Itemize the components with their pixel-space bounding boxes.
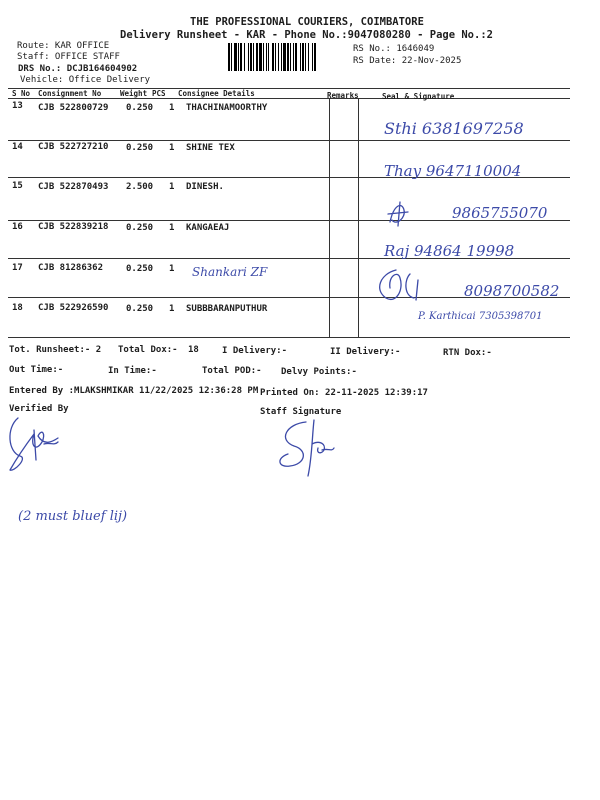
cell-consignee: DINESH. xyxy=(186,182,224,192)
remarks-left-line xyxy=(329,98,330,337)
cell-weight: 0.250 xyxy=(126,304,154,314)
handwritten-consignee-note xyxy=(190,260,270,300)
svg-text:Sthi 6381697258: Sthi 6381697258 xyxy=(384,119,524,138)
total-runsheet: Tot. Runsheet:- 2 xyxy=(9,345,102,355)
drs-number: DRS No.: DCJB164604902 xyxy=(18,64,138,74)
cell-consignee: THACHINAMOORTHY xyxy=(186,103,268,113)
staff-label: Staff: OFFICE STAFF xyxy=(17,52,120,62)
in-time: In Time:- xyxy=(108,366,157,376)
company-title: THE PROFESSIONAL COURIERS, COIMBATORE xyxy=(190,16,424,28)
cell-sno: 17 xyxy=(12,263,23,273)
cell-pcs: 1 xyxy=(169,264,175,274)
cell-weight: 0.250 xyxy=(126,143,154,153)
cell-consignee: SUBBBARANPUTHUR xyxy=(186,304,268,314)
col-header-seal: Seal & Signature xyxy=(382,92,455,101)
rs-number: RS No.: 1646049 xyxy=(353,44,435,54)
rs-date: RS Date: 22-Nov-2025 xyxy=(353,56,462,66)
cell-sno: 13 xyxy=(12,101,23,111)
cell-consignment: CJB 522727210 xyxy=(38,142,109,152)
cell-consignment: CJB 522926590 xyxy=(38,303,109,313)
svg-text:Thay 9647110004: Thay 9647110004 xyxy=(384,162,522,180)
staff-signature xyxy=(268,414,348,486)
col-header-consignment: Consignment No xyxy=(38,89,102,98)
handwritten-signature-13 xyxy=(384,112,584,142)
entered-by: Entered By :MLAKSHMIKAR 11/22/2025 12:36:28 PM xyxy=(9,386,259,396)
handwritten-signature-14 xyxy=(384,156,584,186)
seal-left-line xyxy=(358,98,359,337)
runsheet-title: Delivery Runsheet - KAR - Phone No.:9047080280 - Page No.:2 xyxy=(120,29,493,41)
rtn-dox: RTN Dox:- xyxy=(443,348,492,358)
cell-pcs: 1 xyxy=(169,304,175,314)
cell-sno: 18 xyxy=(12,303,23,313)
cell-pcs: 1 xyxy=(169,182,175,192)
cell-sno: 15 xyxy=(12,181,23,191)
handwritten-signature-16 xyxy=(384,236,584,266)
table-header-line xyxy=(8,98,570,99)
ii-delivery: II Delivery:- xyxy=(330,347,401,357)
handwritten-signature-18 xyxy=(418,306,578,340)
printed-on: Printed On: 22-11-2025 12:39:17 xyxy=(260,388,428,398)
col-header-consignee: Consignee Details xyxy=(178,89,255,98)
cell-consignment: CJB 522800729 xyxy=(38,103,109,113)
verified-by-label: Verified By xyxy=(9,404,69,414)
vehicle-label: Vehicle: Office Delivery xyxy=(20,75,151,85)
cell-consignee: KANGAEAJ xyxy=(186,223,230,233)
cell-weight: 0.250 xyxy=(126,103,154,113)
col-header-remarks: Remarks xyxy=(327,91,359,100)
cell-pcs: 1 xyxy=(169,143,175,153)
svg-text:Shankari ZF: Shankari ZF xyxy=(192,265,268,279)
out-time: Out Time:- xyxy=(9,365,64,375)
barcode xyxy=(228,43,348,71)
total-dox-value: 18 xyxy=(188,345,199,355)
cell-consignment: CJB 522839218 xyxy=(38,222,109,232)
cell-pcs: 1 xyxy=(169,103,175,113)
total-dox-label: Total Dox:- xyxy=(118,345,178,355)
route-label: Route: KAR OFFICE xyxy=(17,41,110,51)
col-header-sno: S No xyxy=(12,89,31,98)
total-pod: Total POD:- xyxy=(202,366,262,376)
cell-weight: 2.500 xyxy=(126,182,154,192)
i-delivery: I Delivery:- xyxy=(222,346,288,356)
svg-text:9865755070: 9865755070 xyxy=(452,204,548,222)
cell-consignment: CJB 81286362 xyxy=(38,263,104,273)
cell-weight: 0.250 xyxy=(126,264,154,274)
col-header-weight: Weight xyxy=(120,89,148,98)
handwritten-signature-17 xyxy=(374,266,584,306)
col-header-pcs: PCS xyxy=(152,89,166,98)
svg-text:8098700582: 8098700582 xyxy=(464,282,560,300)
handwritten-signature-15 xyxy=(384,196,584,230)
handwritten-note xyxy=(18,500,178,530)
verified-by-signature xyxy=(4,412,74,482)
cell-consignment: CJB 522870493 xyxy=(38,182,109,192)
cell-pcs: 1 xyxy=(169,223,175,233)
cell-sno: 14 xyxy=(12,142,23,152)
cell-weight: 0.250 xyxy=(126,223,154,233)
svg-text:(2 must bluef lij): (2 must bluef lij) xyxy=(18,509,128,524)
cell-consignee: SHINE TEX xyxy=(186,143,235,153)
svg-text:P. Karthicai 7305398701: P. Karthicai 7305398701 xyxy=(418,311,543,322)
delvy-points: Delvy Points:- xyxy=(281,367,357,377)
staff-signature-label: Staff Signature xyxy=(260,407,342,417)
cell-sno: 16 xyxy=(12,222,23,232)
svg-text:Raj 94864 19998: Raj 94864 19998 xyxy=(384,242,515,260)
